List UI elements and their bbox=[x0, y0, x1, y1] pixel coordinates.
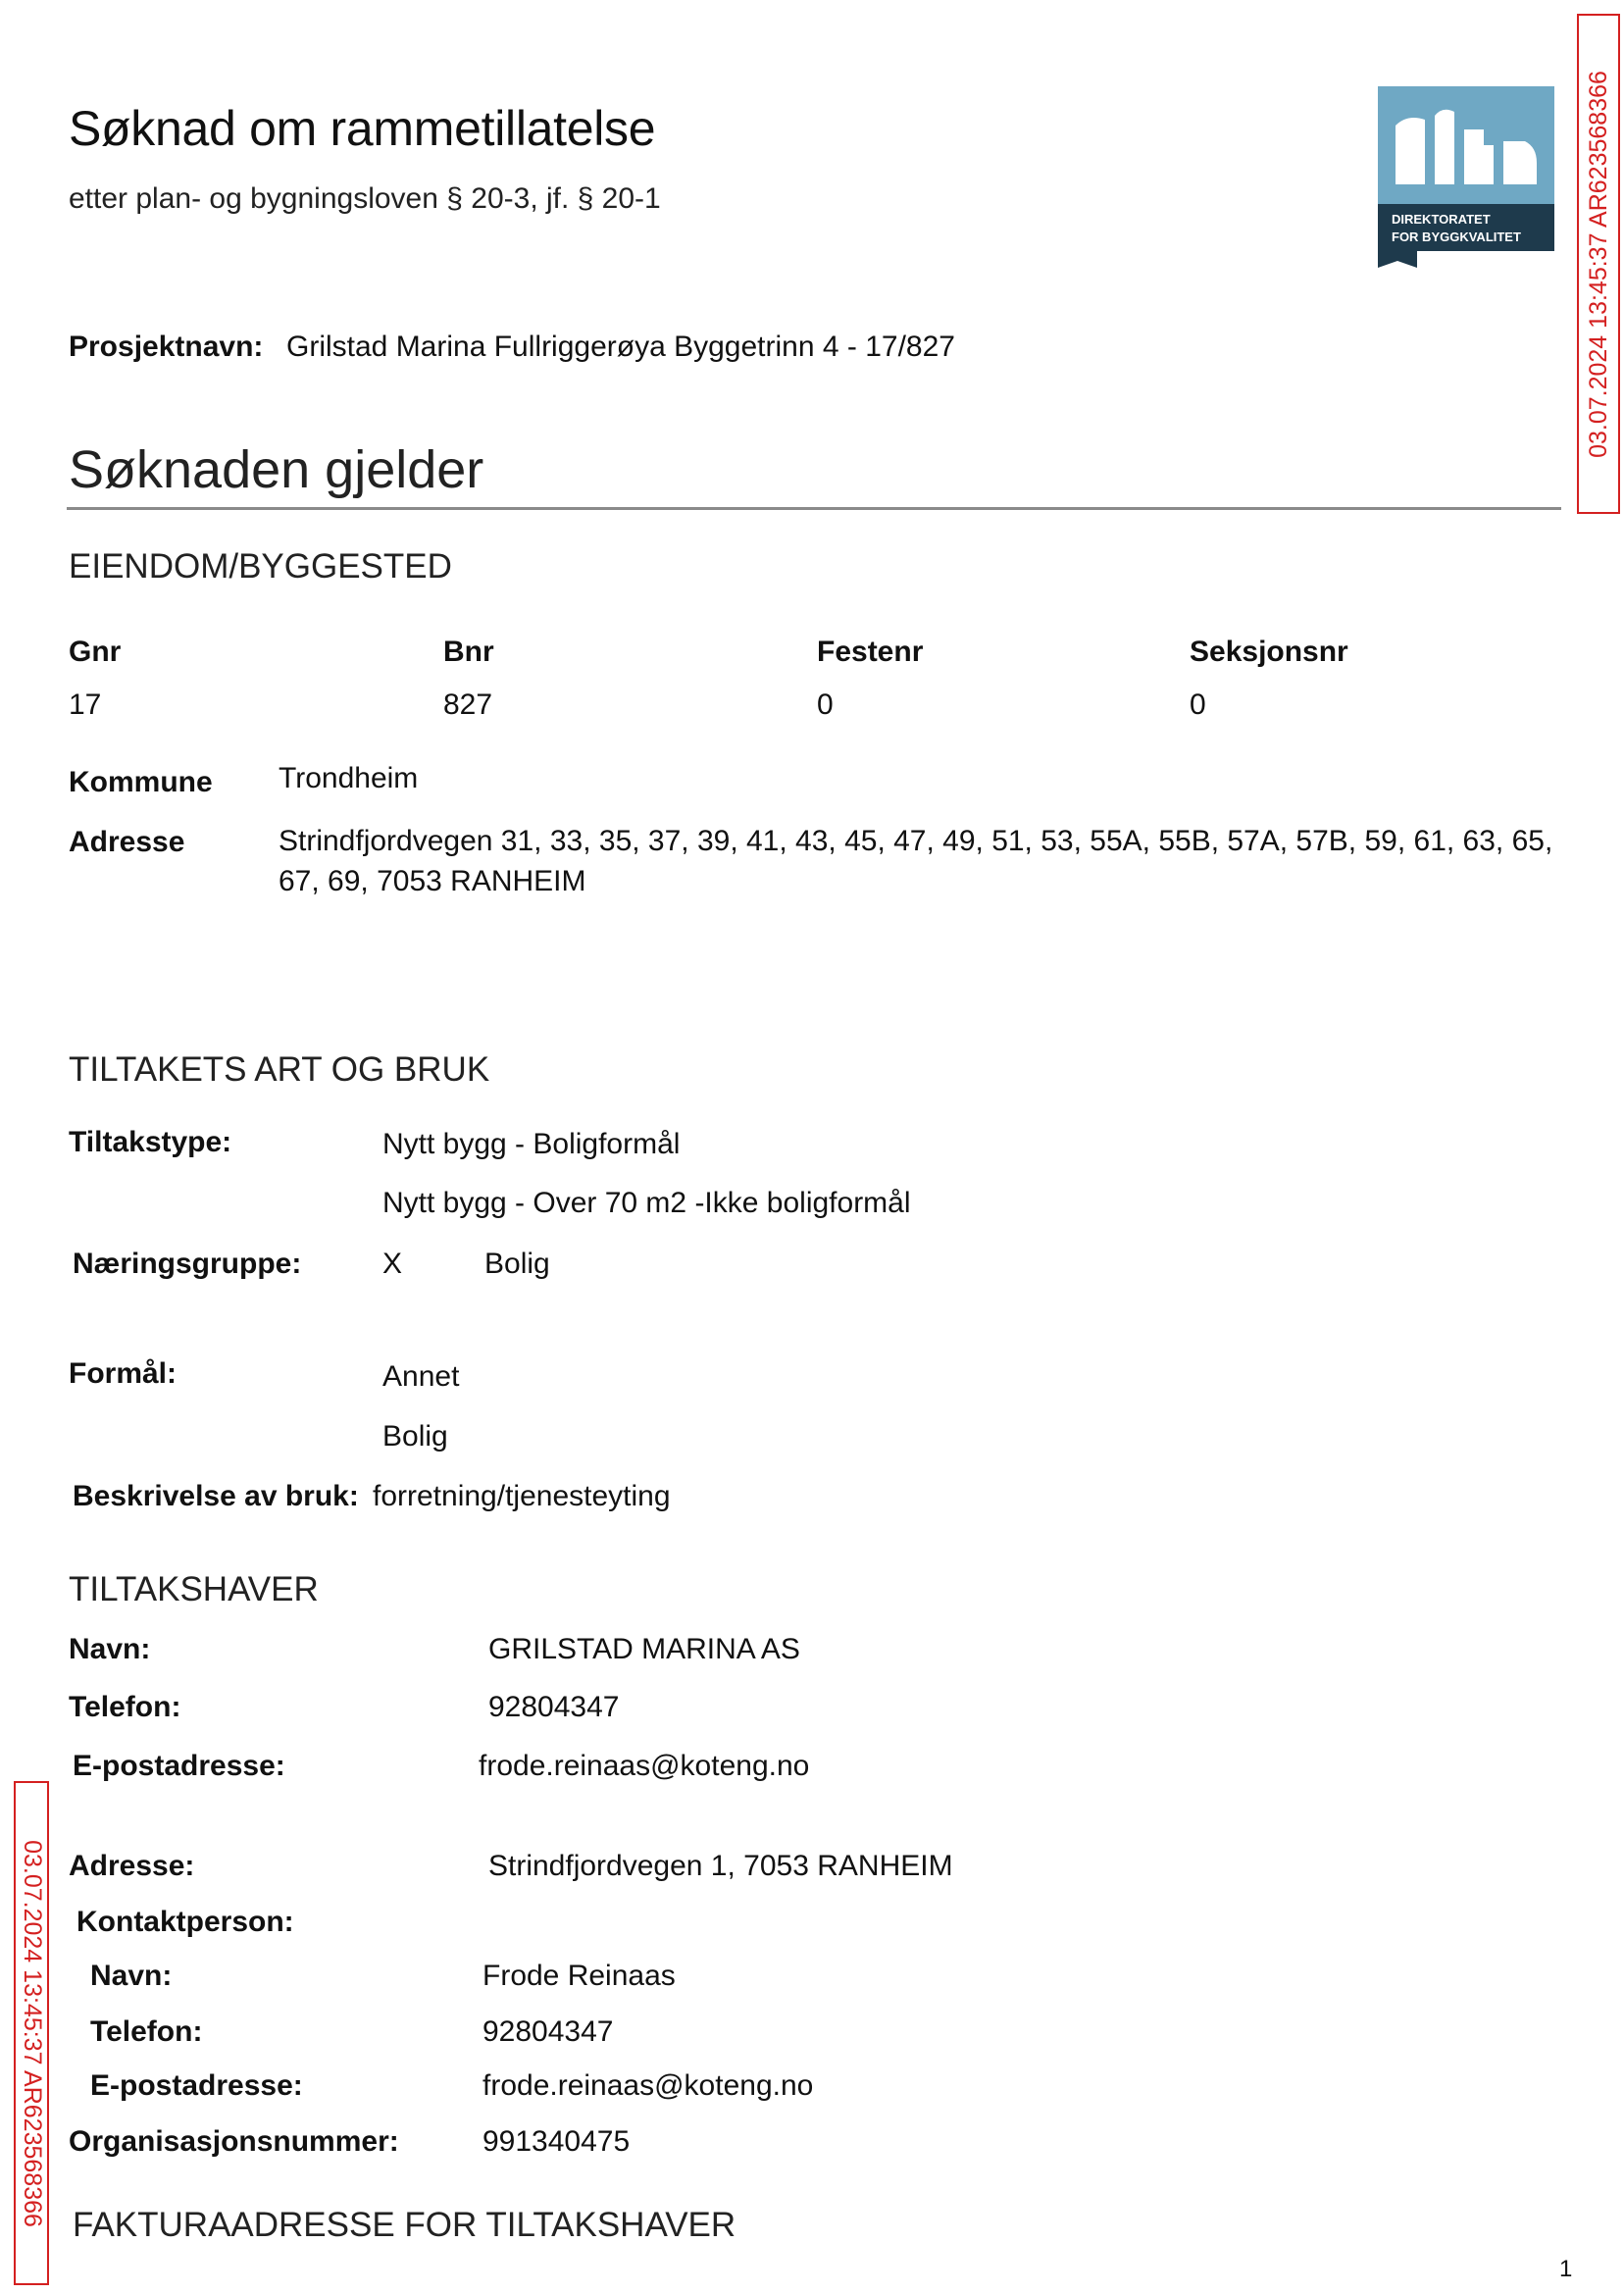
adresse-label: Adresse bbox=[69, 826, 185, 858]
tiltakshaver-heading: TILTAKSHAVER bbox=[69, 1570, 319, 1608]
naeringsgruppe-label: Næringsgruppe: bbox=[73, 1248, 302, 1280]
festenr-value: 0 bbox=[817, 688, 834, 721]
festenr-label: Festenr bbox=[817, 636, 924, 668]
kontakt-navn-value: Frode Reinaas bbox=[482, 1960, 676, 1992]
tiltakshaver-epost-value: frode.reinaas@koteng.no bbox=[479, 1750, 810, 1782]
organisasjonsnummer-label: Organisasjonsnummer: bbox=[69, 2125, 399, 2158]
timestamp-stamp-left bbox=[14, 1781, 49, 2285]
page-title: Søknad om rammetillatelse bbox=[69, 101, 656, 156]
naeringsgruppe-value: Bolig bbox=[484, 1248, 550, 1280]
adresse-line1: Strindfjordvegen 31, 33, 35, 37, 39, 41, 43, 45, 47, 49, 51, 53, 55A, 55B, 57A, 57B, 59, 61, 63, 65, bbox=[279, 825, 1553, 857]
timestamp-stamp-top-text: 03.07.2024 13:45:37 AR623568366 bbox=[1584, 70, 1612, 458]
timestamp-stamp-left-text: 03.07.2024 13:45:37 AR623568366 bbox=[18, 1839, 46, 2227]
gnr-label: Gnr bbox=[69, 636, 122, 668]
tiltakshaver-telefon-value: 92804347 bbox=[488, 1691, 620, 1723]
seksjonsnr-label: Seksjonsnr bbox=[1190, 636, 1348, 668]
tiltakstype-label: Tiltakstype: bbox=[69, 1126, 232, 1158]
section-heading: Søknaden gjelder bbox=[69, 440, 484, 499]
kommune-value: Trondheim bbox=[279, 762, 419, 794]
project-name-value: Grilstad Marina Fullriggerøya Byggetrinn 4 - 17/827 bbox=[286, 331, 955, 363]
faktura-heading: FAKTURAADRESSE FOR TILTAKSHAVER bbox=[73, 2206, 736, 2244]
organisasjonsnummer-value: 991340475 bbox=[482, 2125, 631, 2158]
kontakt-telefon-value: 92804347 bbox=[482, 2015, 614, 2048]
bnr-value: 827 bbox=[443, 688, 493, 721]
tiltakshaver-navn-label: Navn: bbox=[69, 1633, 151, 1665]
tiltakstype-value-1: Nytt bygg - Boligformål bbox=[382, 1128, 681, 1160]
timestamp-stamp-top bbox=[1577, 14, 1620, 514]
tiltakshaver-navn-value: GRILSTAD MARINA AS bbox=[488, 1633, 800, 1665]
formal-value-1: Annet bbox=[382, 1360, 460, 1393]
adresse-line2: 67, 69, 7053 RANHEIM bbox=[279, 865, 586, 897]
kommune-label: Kommune bbox=[69, 766, 213, 798]
bruk-label: Beskrivelse av bruk: bbox=[73, 1480, 359, 1512]
tiltak-heading: TILTAKETS ART OG BRUK bbox=[69, 1050, 490, 1089]
kontakt-epost-value: frode.reinaas@koteng.no bbox=[482, 2069, 814, 2102]
project-name-label: Prosjektnavn: bbox=[69, 331, 264, 363]
tiltakshaver-epost-label: E-postadresse: bbox=[73, 1750, 285, 1782]
kontakt-epost-label: E-postadresse: bbox=[90, 2069, 303, 2102]
kontakt-telefon-label: Telefon: bbox=[90, 2015, 203, 2048]
logo-text-line2: FOR BYGGKVALITET bbox=[1392, 229, 1521, 244]
tiltakstype-value-2: Nytt bygg - Over 70 m2 -Ikke boligformål bbox=[382, 1187, 911, 1219]
tiltakshaver-adresse-value: Strindfjordvegen 1, 7053 RANHEIM bbox=[488, 1850, 953, 1882]
property-heading: EIENDOM/BYGGESTED bbox=[69, 547, 452, 586]
kontakt-navn-label: Navn: bbox=[90, 1960, 173, 1992]
tiltakshaver-adresse-label: Adresse: bbox=[69, 1850, 195, 1882]
seksjonsnr-value: 0 bbox=[1190, 688, 1206, 721]
dibk-logo bbox=[1378, 86, 1554, 278]
tiltakshaver-telefon-label: Telefon: bbox=[69, 1691, 181, 1723]
page-number: 1 bbox=[1559, 2256, 1573, 2282]
gnr-value: 17 bbox=[69, 688, 102, 721]
page-subtitle: etter plan- og bygningsloven § 20-3, jf. § 20-1 bbox=[69, 182, 661, 215]
formal-value-2: Bolig bbox=[382, 1420, 448, 1453]
formal-label: Formål: bbox=[69, 1357, 178, 1390]
section-divider bbox=[67, 507, 1561, 510]
bruk-value: forretning/tjenesteyting bbox=[373, 1480, 671, 1512]
logo-text-line1: DIREKTORATET bbox=[1392, 212, 1491, 227]
bnr-label: Bnr bbox=[443, 636, 494, 668]
kontaktperson-label: Kontaktperson: bbox=[76, 1906, 294, 1938]
naeringsgruppe-code: X bbox=[382, 1248, 403, 1280]
